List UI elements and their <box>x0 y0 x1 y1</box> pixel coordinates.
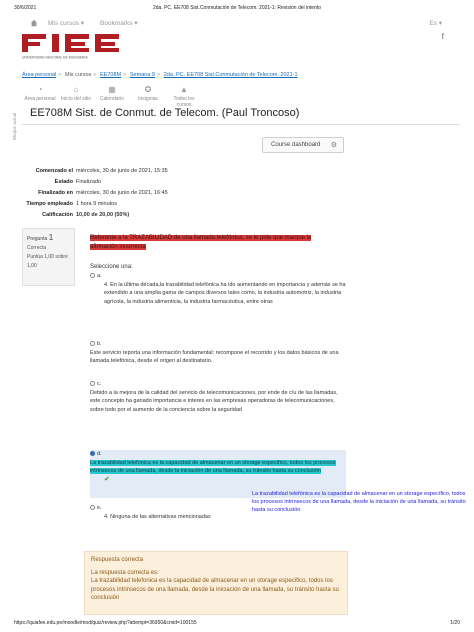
question-number: Pregunta 1 <box>27 233 54 242</box>
summary-row: Finalizado en miércoles, 30 de junio de 2021, 16:45 <box>38 190 168 196</box>
bookmarks-menu[interactable]: Bookmarks ▾ <box>100 20 138 27</box>
radio-a[interactable] <box>90 273 95 278</box>
gauge-icon: ◔ <box>37 85 43 94</box>
calendar-icon: ▦ <box>108 85 116 94</box>
mis-cursos-menu[interactable]: Mis cursos ▾ <box>48 20 85 27</box>
top-navbar <box>14 14 460 34</box>
feedback-answer: La trazabilidad telefonica es la capacidad de almacenar en un storage especifico, todos los procesos intrinsecos de una llamada, desde la iniciación de una llamada, su tránsito hasta su conclusión <box>91 578 339 602</box>
check-icon: ✔ <box>104 475 110 483</box>
option-c[interactable]: c. Debido a la mejora de la calidad del servicio de telecomunicaciones, por ende de c/u de las llamadas, este concepto ha ganado importancia e interes en las empresas operadoras de telecomunicaciones, sobre todo por el aumento de la conciencia sobre la seguridad <box>90 381 338 413</box>
summary-row: Estado Finalizado <box>54 179 102 185</box>
print-url: https://quiafee.edu.pe/moodle/mod/quiz/review.php?attempt=36950&cmid=100155 <box>14 620 197 626</box>
nav-icon-row <box>22 86 202 108</box>
summary-row: Tiempo empleado 1 hora 9 minutos <box>26 201 117 207</box>
home-icon[interactable] <box>30 19 38 27</box>
badge-icon: ✪ <box>144 85 152 94</box>
gear-icon: ⚙ <box>330 142 337 149</box>
radio-d[interactable] <box>90 451 95 456</box>
question-score: Puntúa 1,00 sobre <box>27 254 68 260</box>
nav-insignias[interactable]: ✪ Insignias <box>138 85 158 102</box>
feedback-lead: La respuesta correcta es: <box>91 569 159 576</box>
feedback-box <box>84 551 348 615</box>
select-label: Seleccione una: <box>90 264 133 270</box>
divider <box>22 124 460 125</box>
crumb-week[interactable]: Semana 9 <box>129 72 155 78</box>
question-state: Correcta <box>27 245 47 251</box>
course-title: EE708M Sist. de Conmut. de Telecom. (Paul Troncoso) <box>30 107 300 119</box>
nav-calendario[interactable]: ▦ Calendario <box>99 85 125 102</box>
logo-subtitle: UNIVERSIDAD NACIONAL DE INGENIERÍA <box>22 55 88 60</box>
crumb-course[interactable]: EE708M <box>100 72 122 78</box>
nav-area-personal[interactable]: ◔ Área personal <box>24 85 56 102</box>
radio-b[interactable] <box>90 341 95 346</box>
question-text: Referente a la TRAZABILIDAD de una llamada telefónica, se le pide que marque la afirmación incorrecta <box>90 235 312 250</box>
crumb-mis-cursos: Mis cursos <box>65 72 92 78</box>
print-title: 2da. PC. EE708 Sist.Conmutación de Telecom. 2021-1: Revisión del intento <box>152 5 322 11</box>
summary-row: Comenzado el miércoles, 30 de junio de 2021, 15:35 <box>35 168 168 174</box>
print-date: 30/6/2021 <box>14 5 37 11</box>
breadcrumb: Área personal > Mis cursos > EE708M > Semana 9 > 2da. PC. EE708 Sist.Conmutación de Telecom. 2021-1 <box>22 72 298 78</box>
crumb-quiz[interactable]: 2da. PC. EE708 Sist.Conmutación de Telecom. 2021-1 <box>163 72 298 78</box>
home-icon: ⌂ <box>73 85 79 94</box>
question-box <box>84 228 348 530</box>
crumb-area-personal[interactable]: Área personal <box>22 72 57 78</box>
facebook-icon[interactable]: f <box>441 32 444 41</box>
language-menu[interactable]: Es ▾ <box>429 20 442 27</box>
option-e[interactable]: e. 4. Ninguna de las alternativas mencionadas <box>90 504 346 521</box>
radio-e[interactable] <box>90 505 95 510</box>
question-info <box>22 228 75 286</box>
question-score-max: 1,00 <box>27 263 37 269</box>
course-dashboard-button[interactable]: Course dashboard ⚙ <box>262 137 344 153</box>
nav-todos-cursos[interactable]: ▲ Todos los cursos <box>173 85 195 108</box>
graduation-icon: ▲ <box>180 85 188 94</box>
option-b[interactable]: b. Este servicio reporta una información fundamental: recompone el recorrido y los datos básicos de una llamada telefónica, desde el origen al destinatario. <box>90 341 339 365</box>
fiee-logo <box>22 34 134 60</box>
nav-inicio[interactable]: ⌂ Inicio del sitio <box>60 85 91 102</box>
print-page: 1/20 <box>450 620 460 626</box>
option-d[interactable]: d. La trazabilidad telefonica es la capacidad de almacenar en un storage especifico, todos los procesos intrinsecos de una llamada, desde la iniciación de una llamada, su tránsito hasta su conclusión ✔ <box>90 450 346 498</box>
attempt-summary <box>22 166 168 221</box>
overlay-note: La trazabilidad telefónica es la capacidad de almacenar en un storage específico, todos los procesos intrínsecos de una llamada, desde la iniciación de una llamada, su tránsito hasta su conclusión <box>252 491 466 513</box>
print-footer <box>14 620 460 628</box>
side-block-tab[interactable]: Bloque actual <box>12 112 17 140</box>
radio-c[interactable] <box>90 381 95 386</box>
option-a[interactable]: a. 4. En la última década,la trazabilidad telefónica ha ido aumentando en importancia y además se ha extendido a una amplia gama de campos diversos tales como, la industria automotriz, la industria agrícola, la industria alimenticia, la industria farmacéutica, entre otras <box>90 272 346 306</box>
summary-row: Calificación 10,00 de 20,00 (50%) <box>42 212 130 218</box>
feedback-title: Respuesta correcta <box>91 557 144 563</box>
